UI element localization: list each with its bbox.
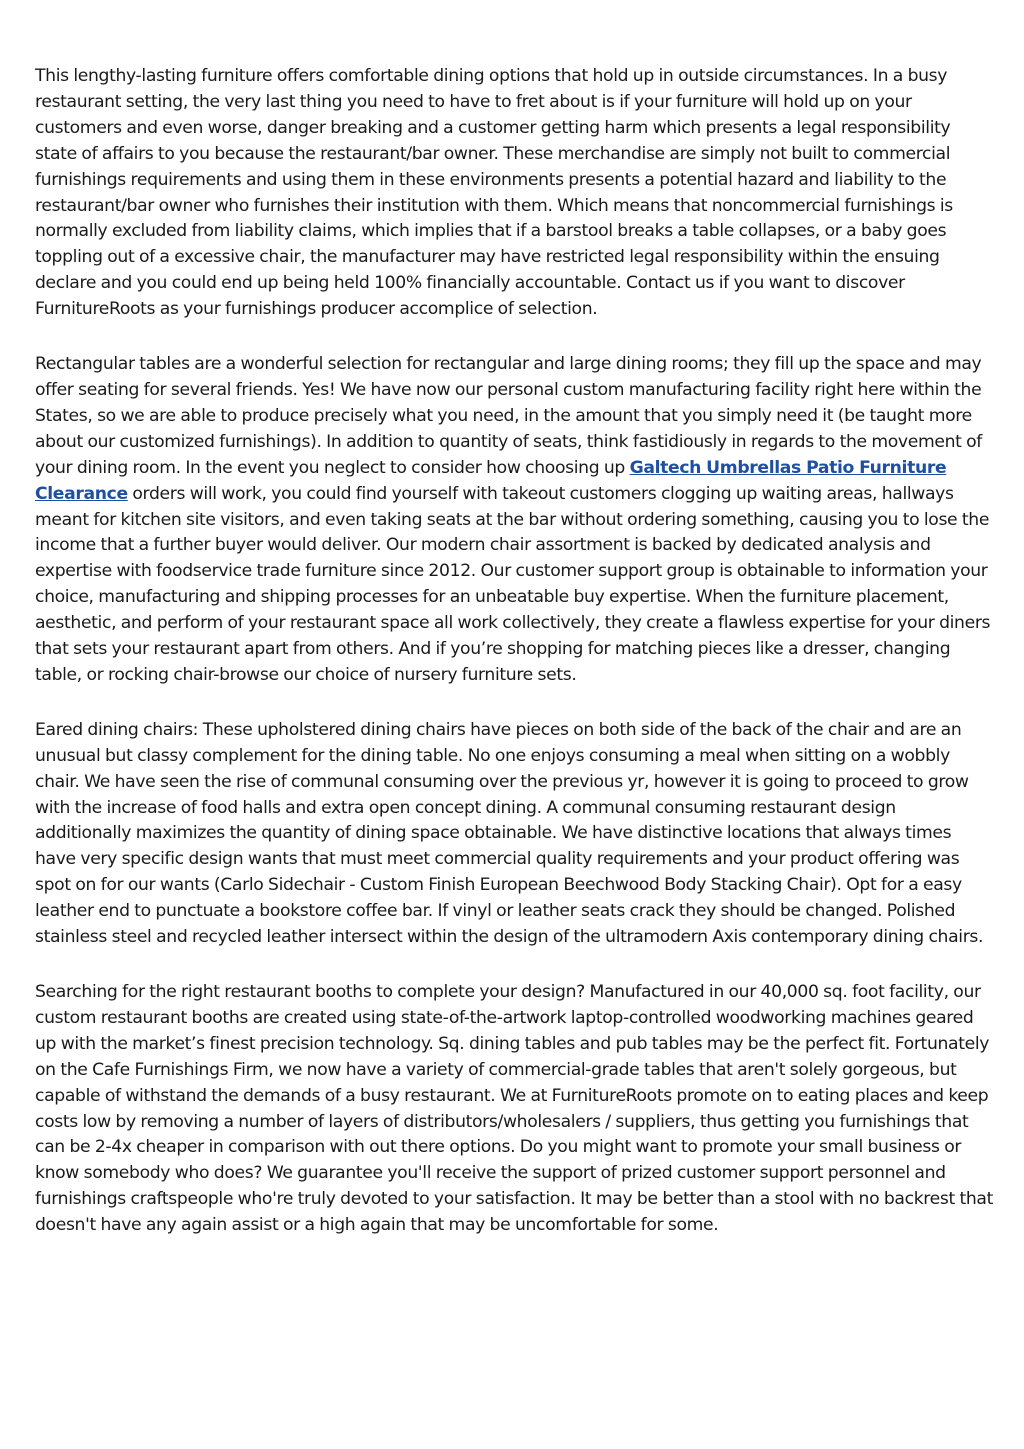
paragraph-1: [35, 64, 995, 323]
paragraph-1-text: This lengthy-lasting furniture offers comfortable dining options that hold up in outside circumstances. In a busy restaurant setting, the very last thing you need to have to fret about is if your furniture will hold up on your customers and even worse, danger breaking and a customer getting harm which presents a legal responsibility state of affairs to you because the restaurant/bar owner. These merchandise are simply not built to commercial furnishings requirements and using them in these environments presents a potential hazard and liability to the restaurant/bar owner who furnishes their institution with them. Which means that noncommercial furnishings is normally excluded from liability claims, which implies that if a barstool breaks a table collapses, or a baby goes toppling out of a excessive chair, the manufacturer may have restricted legal responsibility within the ensuing declare and you could end up being held 100% financially accountable. Contact us if you want to discover FurnitureRoots as your furnishings producer accomplice of selection.: [35, 66, 953, 320]
paragraph-2: [35, 352, 995, 689]
paragraph-4-text: Searching for the right restaurant booths to complete your design? Manufactured in our 40,000 sq. foot facility, our custom restaurant booths are created using state-of-the-artwork laptop-controlled woodworking machines geared up with the market’s finest precision technology. Sq. dining tables and pub tables may be the perfect fit. Fortunately on the Cafe Furnishings Firm, we now have a variety of commercial-grade tables that aren't solely gorgeous, but capable of withstand the demands of a busy restaurant. We at FurnitureRoots promote on to eating places and keep costs low by removing a number of layers of distributors/wholesalers / suppliers, thus getting you furnishings that can be 2-4x cheaper in comparison with out there options. Do you might want to promote your small business or know somebody who does? We guarantee you'll receive the support of prized customer support personnel and furnishings craftspeople who're truly devoted to your satisfaction. It may be better than a stool with no backrest that doesn't have any again assist or a high again that may be uncomfortable for some.: [35, 982, 993, 1236]
paragraph-2-text-before-link: Rectangular tables are a wonderful selection for rectangular and large dining rooms; they fill up the space and may offer seating for several friends. Yes! We have now our personal custom manufacturing facility right here within the States, so we are able to produce precisely what you need, in the amount that you simply need it (be taught more about our customized furnishings). In addition to quantity of seats, think fastidiously in regards to the movement of your dining room. In the event you neglect to consider how choosing up: [35, 354, 982, 478]
galtech-umbrellas-link[interactable]: Galtech Umbrellas Patio Furniture Clearance: [35, 457, 947, 504]
paragraph-4: [35, 980, 995, 1239]
document-body: [35, 64, 995, 1268]
paragraph-2-text-after-link: orders will work, you could find yourself with takeout customers clogging up waiting areas, hallways meant for kitchen site visitors, and even taking seats at the bar without ordering something, causing you to lose the income that a further buyer would deliver. Our modern chair assortment is backed by dedicated analysis and expertise with foodservice trade furniture since 2012. Our customer support group is obtainable to information your choice, manufacturing and shipping processes for an unbeatable buy expertise. When the furniture placement, aesthetic, and perform of your restaurant space all work collectively, they create a flawless expertise for your diners that sets your restaurant apart from others. And if you’re shopping for matching pieces like a dresser, changing table, or rocking chair-browse our choice of nursery furniture sets.: [35, 483, 991, 685]
paragraph-3-text: Eared dining chairs: These upholstered dining chairs have pieces on both side of the back of the chair and are an unusual but classy complement for the dining table. No one enjoys consuming a meal when sitting on a wobbly chair. We have seen the rise of communal consuming over the previous yr, however it is going to proceed to grow with the increase of food halls and extra open concept dining. A communal consuming restaurant design additionally maximizes the quantity of dining space obtainable. We have distinctive locations that always times have very specific design wants that must meet commercial quality requirements and your product offering was spot on for our wants (Carlo Sidechair - Custom Finish European Beechwood Body Stacking Chair). Opt for a easy leather end to punctuate a bookstore coffee bar. If vinyl or leather seats crack they should be changed. Polished stainless steel and recycled leather intersect within the design of the ultramodern Axis contemporary dining chairs.: [35, 719, 984, 948]
paragraph-3: [35, 718, 995, 951]
